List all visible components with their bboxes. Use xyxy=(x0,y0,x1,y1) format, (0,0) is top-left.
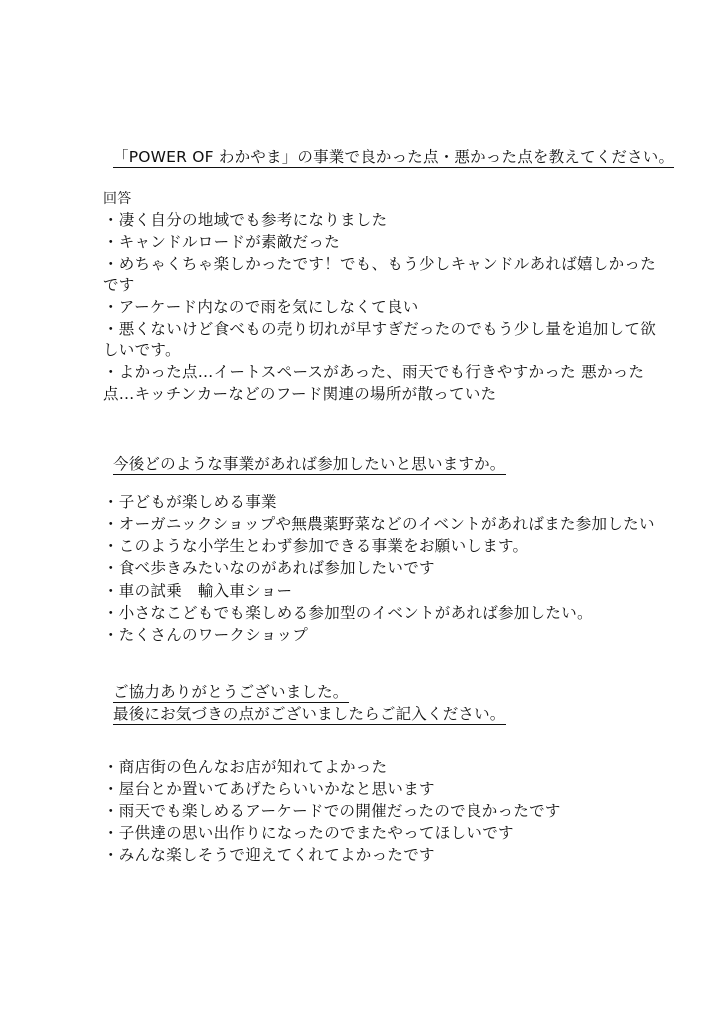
answer-1-line: です xyxy=(103,276,135,294)
answer-2-line: ・子どもが楽しめる事業 xyxy=(103,493,277,511)
answer-2-line: ・たくさんのワークショップ xyxy=(103,626,309,644)
answer-1-line: ・よかった点…イートスペースがあった、雨天でも行きやすかった 悪かった xyxy=(103,363,645,381)
answer-1-line: ・アーケード内なので雨を気にしなくて良い xyxy=(103,298,419,316)
answer-2-line: ・車の試乗 輸入車ショー xyxy=(103,582,293,600)
answer-1-line: ・キャンドルロードが素敵だった xyxy=(103,233,341,251)
answer-1-line: 点…キッチンカーなどのフード関連の場所が散っていた xyxy=(103,385,497,403)
answer-1-line: しいです。 xyxy=(103,341,181,359)
answer-1-line: ・めちゃくちゃ楽しかったです！でも、もう少しキャンドルあれば嬉しかった xyxy=(103,255,657,273)
question-3-text-line-2: 最後にお気づきの点がございましたらご記入ください。 xyxy=(113,705,506,723)
answer-2-line: ・このような小学生とわず参加できる事業をお願いします。 xyxy=(103,537,529,555)
question-1-text: 「POWER OF わかやま」の事業で良かった点・悪かった点を教えてください。 xyxy=(113,148,675,166)
answer-3-line: ・雨天でも楽しめるアーケードでの開催だったので良かったです xyxy=(103,802,561,820)
question-2-text: 今後どのような事業があれば参加したいと思いますか。 xyxy=(113,455,506,473)
answer-label: 回答 xyxy=(103,191,132,207)
answer-3-line: ・みんな楽しそうで迎えてくれてよかったです xyxy=(103,846,435,864)
answer-2-line: ・食べ歩きみたいなのがあれば参加したいです xyxy=(103,559,435,577)
question-3-heading-line-2 xyxy=(113,703,506,725)
question-1-heading xyxy=(113,146,674,168)
answer-1-line: ・悪くないけど食べもの売り切れが早すぎだったのでもう少し量を追加して欲 xyxy=(103,320,657,338)
answer-2-line: ・小さなこどもでも楽しめる参加型のイベントがあれば参加したい。 xyxy=(103,604,593,622)
question-3-text-line-1: ご協力ありがとうございました。 xyxy=(113,683,349,701)
answer-3-line: ・子供達の思い出作りになったのでまたやってほしいです xyxy=(103,824,514,842)
question-3-heading-line-1 xyxy=(113,681,349,703)
answer-2-line: ・オーガニックショップや無農薬野菜などのイベントがあればまた参加したい xyxy=(103,515,655,533)
answer-3-line: ・屋台とか置いてあげたらいいかなと思います xyxy=(103,780,435,798)
answer-3-line: ・商店街の色んなお店が知れてよかった xyxy=(103,758,388,776)
answer-1-line: ・凄く自分の地域でも参考になりました xyxy=(103,211,388,229)
question-2-heading xyxy=(113,453,506,475)
